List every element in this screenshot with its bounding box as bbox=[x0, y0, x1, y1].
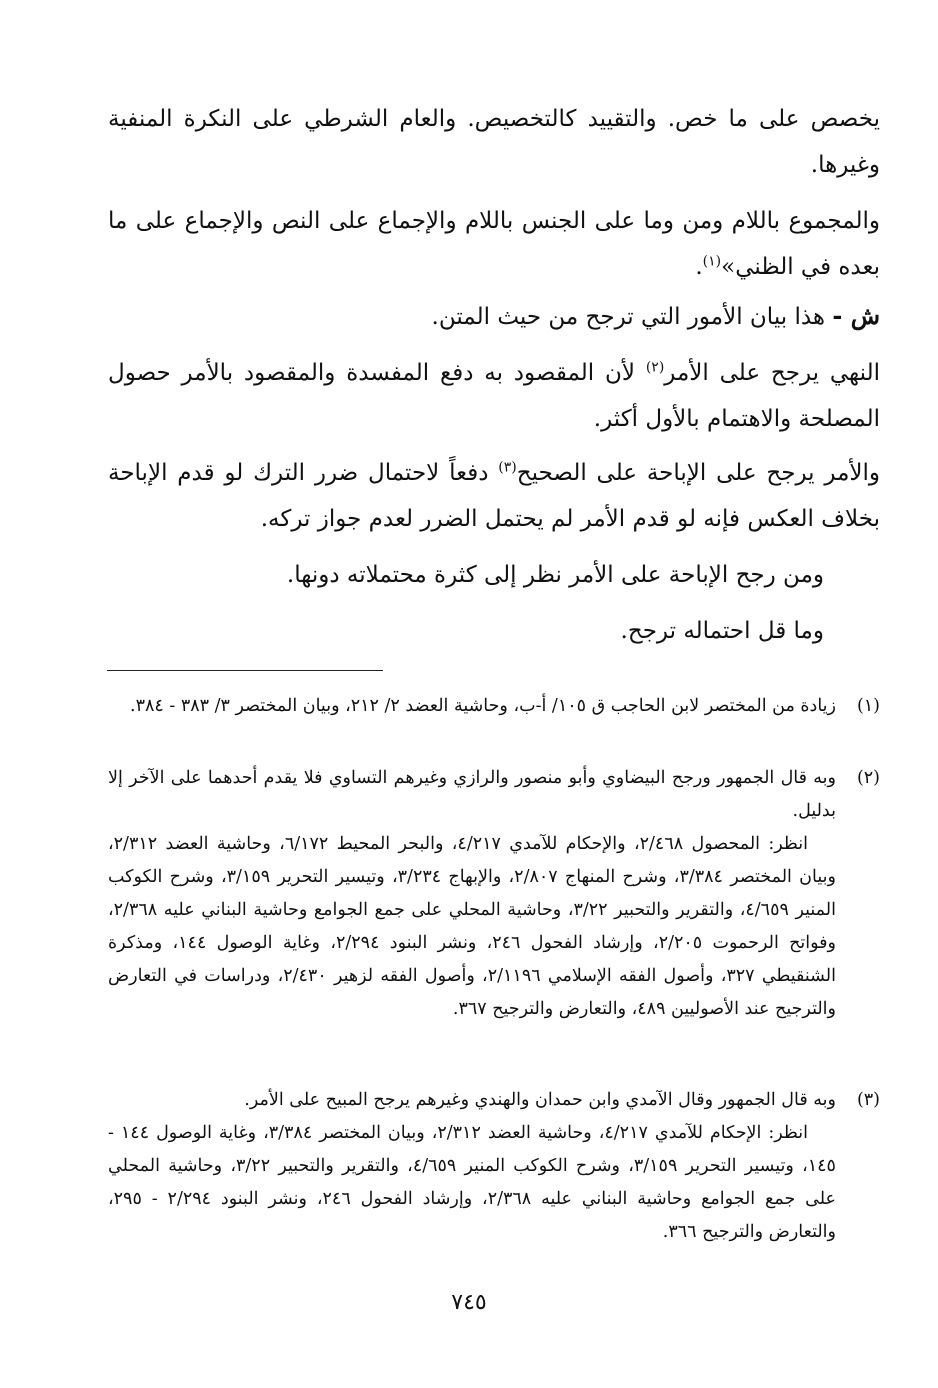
paragraph-4 bbox=[108, 350, 880, 442]
footnote-separator bbox=[107, 670, 383, 671]
footnote-number-1: (١) bbox=[856, 696, 880, 716]
paragraph-4-a: النهي يرجح على الأمر bbox=[664, 360, 880, 386]
paragraph-6: ومن رجح الإباحة على الأمر نظر إلى كثرة محتملاته دونها. bbox=[286, 562, 824, 588]
footnote-2 bbox=[108, 762, 880, 1026]
paragraph-7: وما قل احتماله ترجح. bbox=[620, 618, 824, 644]
footnote-3 bbox=[108, 1084, 880, 1249]
paragraph-2-text: والمجموع باللام ومن وما على الجنس باللام والإجماع على النص والإجماع على ما بعده في الظني» bbox=[108, 208, 880, 280]
paragraph-3 bbox=[108, 293, 880, 340]
paragraph-5-a: والأمر يرجح على الإباحة على الصحيح bbox=[516, 460, 881, 486]
footnote-ref-3: (٣) bbox=[498, 459, 517, 476]
main-text-3 bbox=[108, 293, 880, 340]
main-text-5 bbox=[108, 450, 880, 542]
footnote-2-text: وبه قال الجمهور ورجح البيضاوي وأبو منصور والرازي وغيرهم التساوي فلا يقدم أحدهما على الآخر إلا بدليل. bbox=[108, 768, 836, 821]
footnote-3-text: وبه قال الجمهور وقال الآمدي وابن حمدان والهندي وغيرهم يرجح المبيح على الأمر. bbox=[244, 1090, 836, 1110]
paragraph-4-b: لأن المقصود به دفع المفسدة والمقصود بالأمر حصول المصلحة والاهتمام بالأول أكثر. bbox=[108, 360, 880, 432]
footnote-2-refs: انظر: المحصول ٢/٤٦٨، والإحكام للآمدي ٤/٢١٧، والبحر المحيط ٦/١٧٢، وحاشية العضد ٢/٣١٢، وبيان المختصر ٣/٣٨٤، وشرح المنهاج ٢/٨٠٧، والإبهاج ٣/٢٣٤، وتيسير التحرير ٣/١٥٩، وشرح الكوكب المنير ٤/٦٥٩، والتقرير والتحبير ٣/٢٢، وحاشية المحلي على جمع الجوامع وحاشية البناني عليه ٢/٣٦٨، وفواتح الرحموت ٢/٢٠٥، وإرشاد الفحول ٢٤٦، ونشر البنود ٢/٢٩٤، وغاية الوصول ١٤٤، ومذكرة الشنقيطي ٣٢٧، وأصول الفقه الإسلامي ٢/١١٩٦، وأصول الفقه لزهير ٢/٤٣٠، ودراسات في التعارض والترجيح عند الأصوليين ٤٨٩، والتعارض والترجيح ٣٦٧. bbox=[108, 834, 836, 1019]
main-text-2 bbox=[108, 198, 880, 290]
sharh-marker: ش - bbox=[832, 301, 880, 330]
paragraph-2 bbox=[108, 198, 880, 290]
footnote-ref-1: (١) bbox=[702, 253, 722, 270]
main-text bbox=[108, 96, 880, 188]
paragraph-2-end: . bbox=[695, 254, 703, 280]
paragraph-5 bbox=[108, 450, 880, 542]
footnote-1-text: زيادة من المختصر لابن الحاجب ق ١٠٥/ أ-ب، وحاشية العضد ٢/ ٢١٢، وبيان المختصر ٣/ ٣٨٣ - ٣٨٤. bbox=[130, 696, 836, 716]
paragraph-3-text: هذا بيان الأمور التي ترجح من حيث المتن. bbox=[431, 304, 826, 330]
paragraph-1: يخصص على ما خص. والتقييد كالتخصيص. والعام الشرطي على النكرة المنفية وغيرها. bbox=[108, 106, 880, 178]
page-number: ٧٤٥ bbox=[451, 1290, 487, 1315]
main-text-6 bbox=[108, 552, 880, 598]
main-text-4 bbox=[108, 350, 880, 442]
footnote-1 bbox=[108, 690, 880, 723]
footnote-number-2: (٢) bbox=[856, 768, 880, 788]
footnote-number-3: (٣) bbox=[856, 1090, 880, 1110]
footnote-ref-2: (٢) bbox=[645, 359, 665, 376]
main-text-7 bbox=[108, 608, 880, 654]
footnote-3-refs: انظر: الإحكام للآمدي ٤/٢١٧، وحاشية العضد ٢/٣١٢، وبيان المختصر ٣/٣٨٤، وغاية الوصول ١٤٤ - ١٤٥، وتيسير التحرير ٣/١٥٩، وشرح الكوكب المنير ٤/٦٥٩، والتقرير والتحبير ٣/٢٢، وحاشية المحلي على جمع الجوامع وحاشية البناني عليه ٢/٣٦٨، وإرشاد الفحول ٢٤٦، ونشر البنود ٢/٢٩٤ - ٢٩٥، والتعارض والترجيح ٣٦٦. bbox=[108, 1123, 837, 1242]
paragraph-5-b: دفعاً لاحتمال ضرر الترك لو قدم الإباحة بخلاف العكس فإنه لو قدم الأمر لم يحتمل الضرر لعدم جواز تركه. bbox=[108, 460, 880, 532]
